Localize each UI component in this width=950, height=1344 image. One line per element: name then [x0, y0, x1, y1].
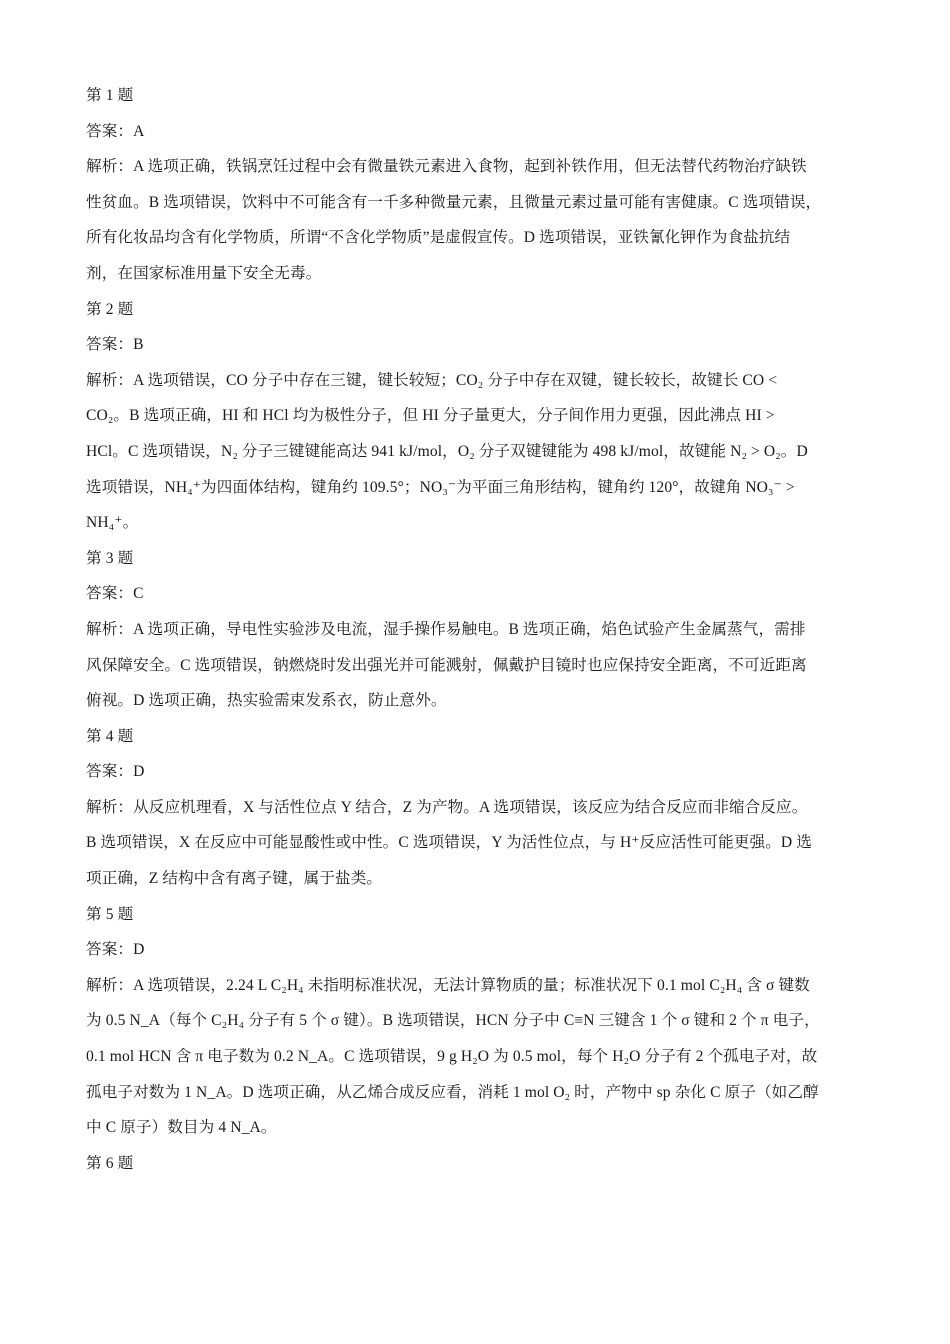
question-3-answer: 答案：C: [86, 585, 144, 603]
question-4-title: 第 4 题: [86, 727, 134, 745]
question-4-analysis-line-3: 项正确，Z 结构中含有离子键，属于盐类。: [86, 870, 383, 888]
document-page: [86, 78, 876, 1181]
question-2-analysis-line-2: CO₂。B 选项正确，HI 和 HCl 均为极性分子，但 HI 分子量更大，分子间作用力更强，因此沸点 HI >: [86, 407, 775, 425]
question-2-title: 第 2 题: [86, 300, 134, 318]
question-2-answer: 答案：B: [86, 336, 144, 354]
question-1-title: 第 1 题: [86, 87, 134, 104]
question-1-analysis-line-1: 解析：A 选项正确，铁锅烹饪过程中会有微量铁元素进入食物，起到补铁作用，但无法替代药物治疗缺铁: [86, 158, 807, 176]
question-2-analysis-line-5: NH₄⁺。: [86, 514, 139, 532]
question-5-answer: 答案：D: [86, 941, 145, 959]
question-5-analysis-line-1: 解析：A 选项错误，2.24 L C₂H₄ 未指明标准状况，无法计算物质的量；标准状况下 0.1 mol C₂H₄ 含 σ 键数: [86, 976, 810, 994]
question-3-analysis-line-2: 风保障安全。C 选项错误，钠燃烧时发出强光并可能溅射，佩戴护目镜时也应保持安全距离，不可近距离: [86, 656, 807, 674]
question-6-title: 第 6 题: [86, 1154, 134, 1172]
question-5-analysis-line-4: 孤电子对数为 1 N_A。D 选项正确，从乙烯合成反应看，消耗 1 mol O₂ 时，产物中 sp 杂化 C 原子（如乙醇: [86, 1083, 819, 1101]
question-2-analysis-line-4: 选项错误，NH₄⁺为四面体结构，键角约 109.5°；NO₃⁻为平面三角形结构，键角约 120°，故键角 NO₃⁻ >: [86, 478, 795, 496]
question-1-analysis-line-4: 剂，在国家标准用量下安全无毒。: [86, 264, 322, 282]
question-4-analysis-line-1: 解析：从反应机理看，X 与活性位点 Y 结合，Z 为产物。A 选项错误，该反应为结合反应而非缩合反应。: [86, 798, 808, 816]
question-4-analysis-line-2: B 选项错误，X 在反应中可能显酸性或中性。C 选项错误，Y 为活性位点，与 H⁺反应活性可能更强。D 选: [86, 834, 812, 852]
question-1-answer: 答案：A: [86, 122, 145, 140]
question-2-analysis-line-1: 解析：A 选项错误，CO 分子中存在三键，键长较短；CO₂ 分子中存在双键，键长较长，故键长 CO <: [86, 371, 778, 389]
question-1-analysis-line-3: 所有化妆品均含有化学物质，所谓“不含化学物质”是虚假宣传。D 选项错误，亚铁氰化钾作为食盐抗结: [86, 229, 791, 247]
question-2-analysis-line-3: HCl。C 选项错误，N₂ 分子三键键能高达 941 kJ/mol，O₂ 分子双键键能为 498 kJ/mol，故键能 N₂ > O₂。D: [86, 442, 808, 460]
question-3-analysis-line-3: 俯视。D 选项正确，热实验需束发系衣，防止意外。: [86, 692, 447, 710]
question-5-title: 第 5 题: [86, 905, 134, 923]
question-3-analysis-line-1: 解析：A 选项正确，导电性实验涉及电流，湿手操作易触电。B 选项正确，焰色试验产生金属蒸气，需排: [86, 620, 806, 638]
question-5-analysis-line-2: 为 0.5 N_A（每个 C₂H₄ 分子有 5 个 σ 键）。B 选项错误，HCN 分子中 C≡N 三键含 1 个 σ 键和 2 个 π 电子，: [86, 1012, 820, 1030]
question-3-title: 第 3 题: [86, 549, 134, 567]
question-4-answer: 答案：D: [86, 763, 145, 781]
question-5-analysis-line-5: 中 C 原子）数目为 4 N_A。: [86, 1119, 277, 1137]
question-5-analysis-line-3: 0.1 mol HCN 含 π 电子数为 0.2 N_A。C 选项错误，9 g H₂O 为 0.5 mol，每个 H₂O 分子有 2 个孤电子对，故: [86, 1048, 818, 1066]
question-1-analysis-line-2: 性贫血。B 选项错误，饮料中不可能含有一千多种微量元素，且微量元素过量可能有害健康。C 选项错误，: [86, 193, 822, 211]
